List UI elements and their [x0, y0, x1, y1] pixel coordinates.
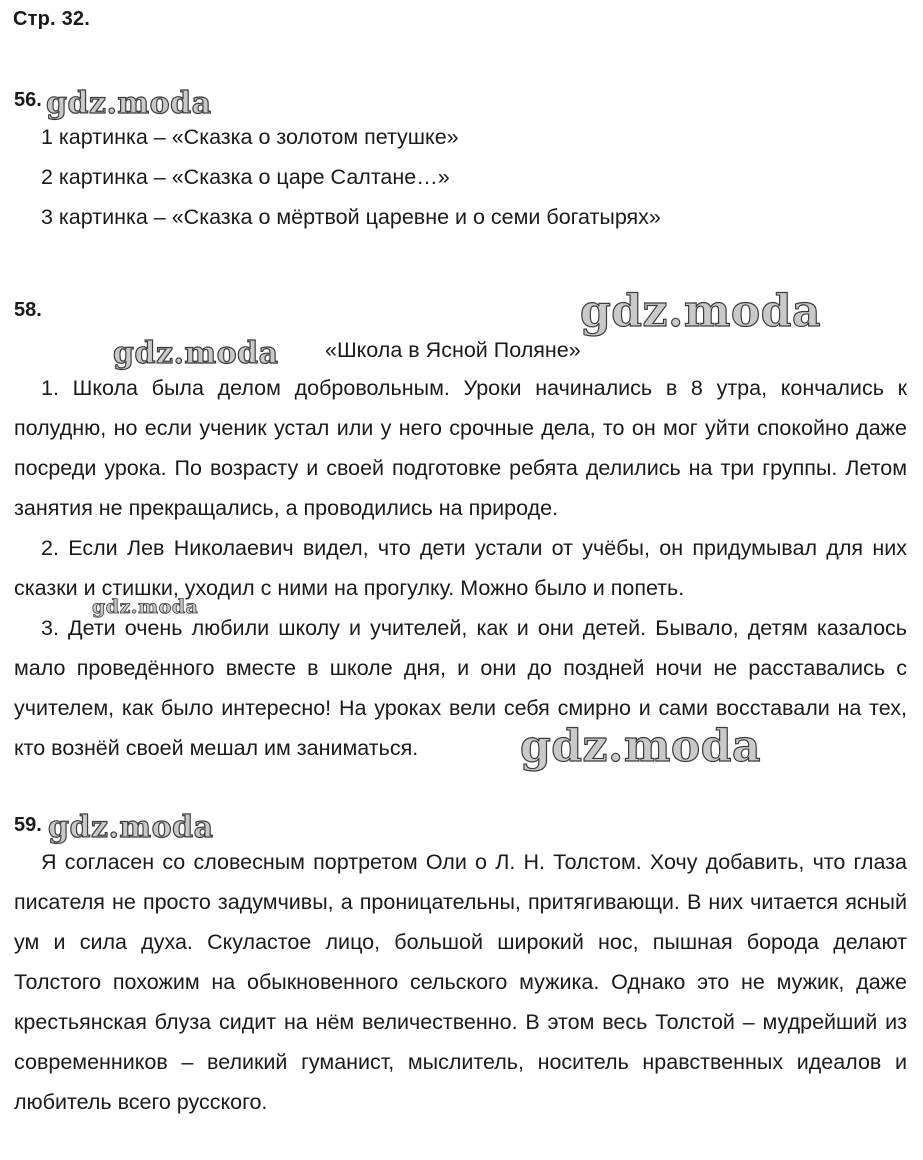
task-58-paragraph-3: 3. Дети очень любили школу и учителей, как и они детей. Бывало, детям казалось мало проведённого вместе в школе дня, и они до поздней ночи не расставались с учителем, как было интересно! На уроках вели себя смирно и сами восставали на тех, кто вознёй своей мешал им заниматься.: [14, 616, 907, 760]
task-58-number: 58.: [14, 299, 42, 321]
task-56-item-1: 1 картинка – «Сказка о золотом петушке»: [41, 125, 459, 149]
watermark-logo: gdz.moda: [113, 336, 279, 371]
task-59-number: 59.: [14, 814, 42, 836]
watermark-logo: gdz.moda: [92, 596, 199, 618]
task-58-paragraph-2: 2. Если Лев Николаевич видел, что дети устали от учёбы, он придумывал для них сказки и стишки, уходил с ними на прогулку. Можно было и попеть.: [14, 536, 907, 600]
page-header: Стр. 32.: [13, 8, 90, 30]
task-58-paragraph-1: 1. Школа была делом добровольным. Уроки начинались в 8 утра, кончались к полудню, но если ученик устал или у него срочные дела, то он мог уйти спокойно даже посреди урока. По возрасту и своей подготовке ребята делились на три группы. Летом занятия не прекращались, а проводились на природе.: [14, 376, 907, 520]
watermark-logo: gdz.moda: [48, 810, 214, 845]
task-59-body: [14, 842, 907, 1122]
watermark-logo: gdz.moda: [580, 286, 822, 337]
task-59-paragraph: Я согласен со словесным портретом Оли о Л. Н. Толстом. Хочу добавить, что глаза писателя не просто задумчивы, а проницательны, притягивающи. В них читается ясный ум и сила духа. Скуластое лицо, большой широкий нос, пышная борода делают Толстого похожим на обыкновенного сельского мужика. Однако это не мужик, даже крестьянская блуза сидит на нём величественно. В этом весь Толстой – мудрейший из современников – великий гуманист, мыслитель, носитель нравственных идеалов и любитель всего русского.: [14, 850, 907, 1114]
watermark-logo: gdz.moda: [46, 86, 212, 121]
watermark-logo: gdz.moda: [520, 721, 762, 772]
task-56-number: 56.: [14, 89, 42, 111]
task-56-item-2: 2 картинка – «Сказка о царе Салтане…»: [41, 165, 450, 189]
task-58-body: [14, 368, 907, 772]
task-56-item-3: 3 картинка – «Сказка о мёртвой царевне и о семи богатырях»: [41, 205, 661, 229]
task-58-title: «Школа в Ясной Поляне»: [325, 338, 581, 362]
